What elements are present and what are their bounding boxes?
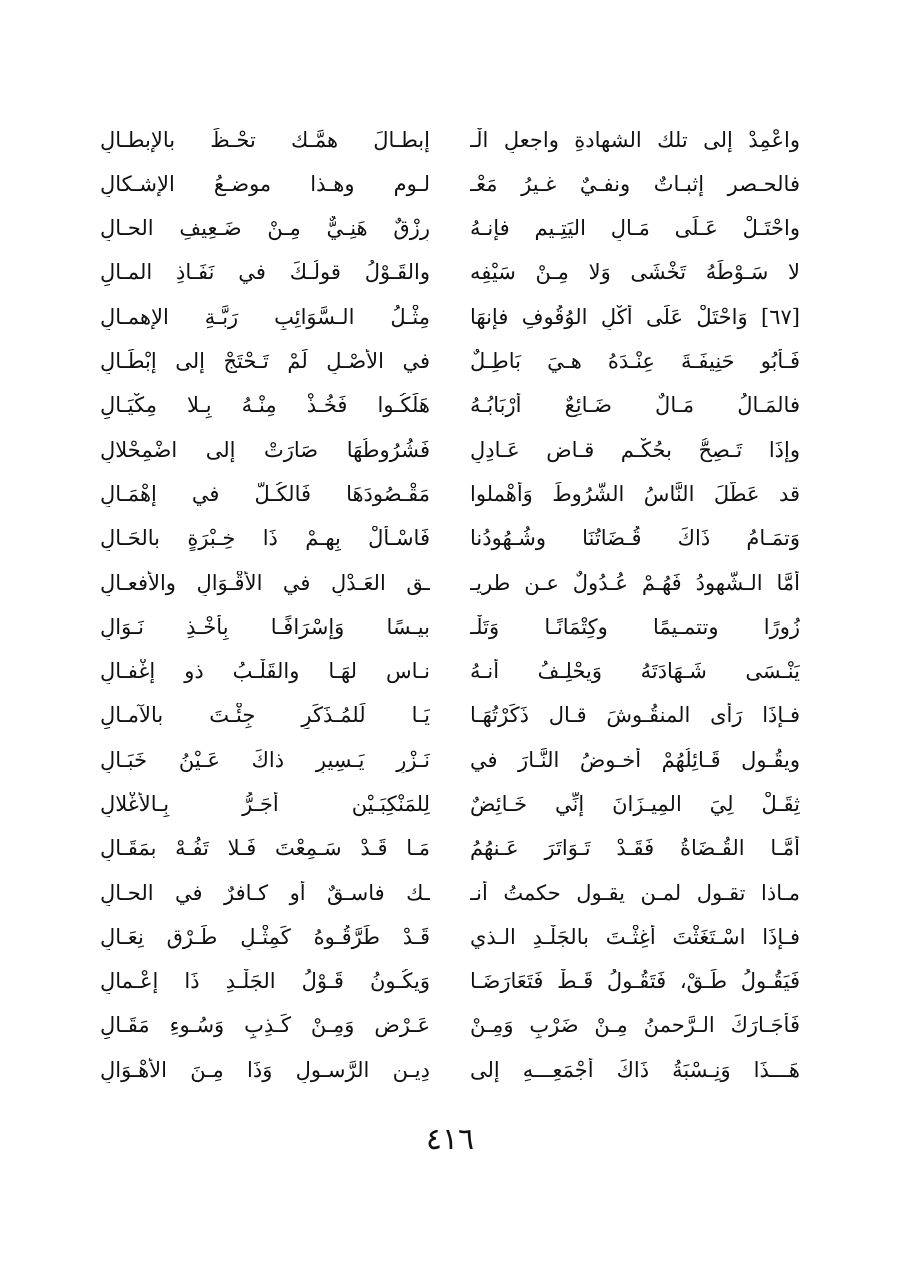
- second-hemistich: مَقْـصُودَهَا فَالكُـلُّ في إِهْمَـالِ: [100, 481, 430, 506]
- second-hemistich: هَلَكُـوا فَخُـذْ مِنْـهُ بِـلا مِكْيَـالِ: [100, 393, 430, 418]
- second-hemistich: لـومٍ وهـذا موضـعُ الإشـكالِ: [100, 171, 430, 196]
- verse-line: [100, 960, 800, 1004]
- first-hemistich: واعْمِدْ إلى تلك الشهادةِ واجعلِ الْـ: [470, 127, 800, 152]
- second-hemistich: فَاسْـأَلْ بِهِـمْ ذَا خِـبْرَةٍ بالحَـالِ: [100, 526, 430, 551]
- first-hemistich: فَيَقُـولُ طَـقْ، فَتَقُـولُ قَـطْ فَتَعَارَضَـا: [470, 969, 800, 994]
- second-hemistich: ـك فاسـقٌ أو كـافرٌ في الحـالِ: [100, 880, 430, 905]
- verse-line: [100, 827, 800, 871]
- first-hemistich: واحْتَـلْ عَـلَى مَـالِ اليَتِـيمِ فإنـهُ: [470, 216, 800, 241]
- first-hemistich: فَأجَـارَكَ الـرَّحمنُ مِـنْ ضَرْبٍ وَمِـنْ: [470, 1013, 800, 1038]
- second-hemistich: عَـرْضٍ وَمِـنْ كَـذِبٍ وَسُـوءِ مَقَـالِ: [100, 1013, 430, 1038]
- first-hemistich: أَمَّا الـشُّهودُ فَهُـمْ عُـدُولٌ عـن طريـ: [470, 570, 800, 595]
- verse-line: [100, 782, 800, 826]
- verse-line: [100, 1048, 800, 1092]
- page-number: ٤١٦: [425, 1122, 475, 1157]
- poem-body: [100, 118, 800, 1093]
- second-hemistich: دِيـنِ الرَّسـولِ وَذَا مِـنَ الأَهْـوَالِ: [100, 1057, 430, 1082]
- verse-line: [100, 472, 800, 516]
- verse-line: [100, 605, 800, 649]
- first-hemistich: قد عَطَّلَ النَّاسُ الشُّرُوطَ وَأَهْملوا: [470, 481, 800, 506]
- first-hemistich: فـإذَا رَأَى المنقُـوشَ قـال ذَكَرْتُهَـا: [470, 703, 800, 728]
- first-hemistich: وإذَا تَـصِحُّ بحُكْـمِ قـاضٍ عَـادِلٍ: [470, 437, 800, 462]
- second-hemistich: فَشُرُوطُهَا صَارَتْ إِلى اضْمِحْلالِ: [100, 437, 430, 462]
- first-hemistich: فالمَـالُ مَـالٌ ضَـائِعٌ أَرْبَابُـهُ: [470, 393, 800, 418]
- first-hemistich: ويقُـول قَـائِلُهُمْ أَخـوضُ النَّـارَ في: [470, 747, 800, 772]
- second-hemistich: في الأَصْـلِ لَمْ تَـحْتَجْ إلى إِبْطَـالِ: [100, 349, 430, 374]
- first-hemistich: فالحـصر إثبـاتٌ ونفـيٌ غـيرُ مَعْـ: [470, 171, 800, 196]
- verse-line: [100, 561, 800, 605]
- verse-line: [100, 915, 800, 959]
- verse-line: [100, 339, 800, 383]
- first-hemistich: وَتمَـامُ ذَاكَ قُـضَاتُنَا وشُـهُودُنا: [470, 526, 800, 551]
- verse-line: [100, 384, 800, 428]
- second-hemistich: مِثْـلُ الـسَّوَائِبِ رَبَّـةِ الإِهمـالِ: [100, 304, 430, 329]
- verse-line: [100, 251, 800, 295]
- verse-line: [100, 295, 800, 339]
- first-hemistich: فَـأَبُو حَنِيفَـةَ عِنْـدَهُ هـيَ بَاطِـلٌ: [470, 349, 800, 374]
- first-hemistich: فـإذَا اسْـتَغَثْتَ أُغِثْـتَ بالجَلْـدِ الـذي: [470, 924, 800, 949]
- second-hemistich: يَـا لَلمُـذَكِّرِ جِئْـتَ بالآمـالِ: [100, 703, 430, 728]
- first-hemistich: ثِقَـلْ لِيَ المِيـزَانَ إنِّي خَـائِضٌ: [470, 792, 800, 816]
- first-hemistich: مـاذا تقـول لمـن يقـول حكمتُ أنـ: [470, 880, 800, 905]
- second-hemistich: إبطـالَ همَّـك تحْـظَ بالإبطـالِ: [100, 127, 430, 152]
- second-hemistich: مَـا قَـدْ سَـمِعْتَ فَـلا تَفُـهْ بمَقَـالِ: [100, 836, 430, 861]
- first-hemistich: زُورًا وتتمـيمًا وكِتْمَانًـا وَتَلْـ: [470, 614, 800, 639]
- verse-line: [100, 1004, 800, 1048]
- second-hemistich: ـقِ العَـدْلِ في الأَقْـوَالِ والأفعـالِ: [100, 570, 430, 595]
- second-hemistich: قَـدْ طَرَّقُـوهُ كَمِثْـلِ طَـرْقِ نِعَـالِ: [100, 924, 430, 949]
- second-hemistich: والقَـوْلُ قولُـكَ في نَفَـاذِ المـالِ: [100, 260, 430, 285]
- second-hemistich: لِلمَنْكِبَـيْنِ أَجَـرُّ بِـالأغْلالِ: [100, 792, 430, 816]
- verse-line: [100, 162, 800, 206]
- second-hemistich: وَيكُـونُ قَـوْلُ الجَلْـدِ ذَا إِعْـمالِ: [100, 969, 430, 994]
- verse-line: [100, 517, 800, 561]
- first-hemistich: [٦٧] وَاحْتَلْ عَلَى أَكْلِ الوُقُوفِ فإنهَا: [470, 304, 800, 329]
- second-hemistich: نـاسٍ لهَـا والقَلْـبُ ذو إغْفـالِ: [100, 659, 430, 684]
- second-hemistich: بيـسًا وَإِسْرَافًـا بِأَخْـذِ نَـوَالِ: [100, 614, 430, 639]
- verse-line: [100, 738, 800, 782]
- verse-line: [100, 650, 800, 694]
- verse-line: [100, 207, 800, 251]
- first-hemistich: يَنْـسَى شَـهَادَتَهُ وَيحْلِـفُ أنـهُ: [470, 659, 800, 684]
- first-hemistich: لا سَـوْطَهُ تَخْشَى وَلا مِـنْ سَيْفِه: [470, 260, 800, 285]
- second-hemistich: نَـزْرٍ يَـسِيرٍ ذاكَ عَـيْنُ خَبَـالِ: [100, 747, 430, 772]
- first-hemistich: هَـــذَا وَنِـسْبَةُ ذَاكَ أَجْمَعِـــهِ إِلى: [470, 1057, 800, 1082]
- verse-line: [100, 118, 800, 162]
- verse-line: [100, 694, 800, 738]
- verse-line: [100, 428, 800, 472]
- first-hemistich: أَمَّـا القُـضَاةُ فَقَـدْ تَـوَاتَرَ عَـنهُمُ: [470, 836, 800, 861]
- second-hemistich: رِزْقٌ هَنِـيٌّ مِـنْ ضَـعِيفِ الحـالِ: [100, 216, 430, 241]
- verse-line: [100, 871, 800, 915]
